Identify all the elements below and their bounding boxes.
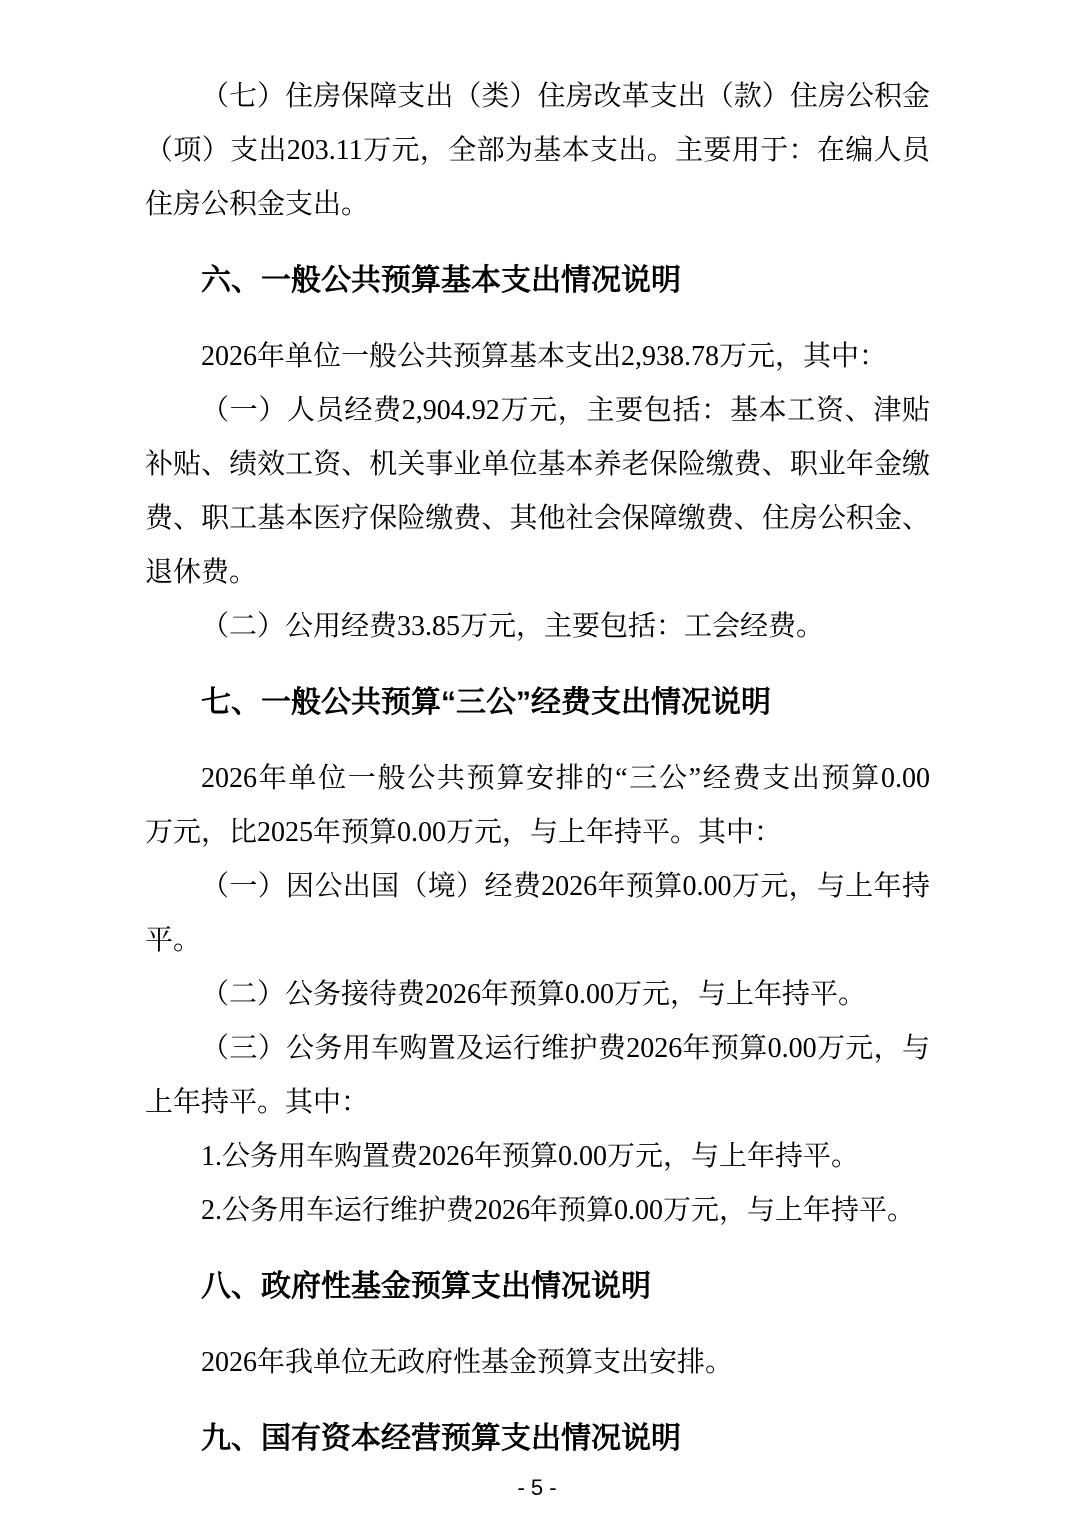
- text-line: 费、职工基本医疗保险缴费、其他社会保障缴费、住房公积金、: [145, 503, 930, 534]
- section-heading-9: 九、国有资本经营预算支出情况说明: [201, 1422, 681, 1455]
- text-line: 2026年我单位无政府性基金预算支出安排。: [201, 1347, 734, 1378]
- text-line: 退休费。: [145, 557, 258, 588]
- section-heading-7: 七、一般公共预算“三公”经费支出情况说明: [201, 686, 771, 719]
- text-line: 2.公务用车运行维护费2026年预算0.00万元，与上年持平。: [201, 1195, 916, 1226]
- text-line: （二）公用经费33.85万元，主要包括：工会经费。: [201, 611, 825, 642]
- page-number: - 5 -: [517, 1475, 557, 1500]
- text-line: （一）因公出国（境）经费2026年预算0.00万元，与上年持: [201, 871, 930, 902]
- text-line: 1.公务用车购置费2026年预算0.00万元，与上年持平。: [201, 1141, 860, 1172]
- text-line: 补贴、绩效工资、机关事业单位基本养老保险缴费、职业年金缴: [145, 449, 930, 480]
- section-heading-6: 六、一般公共预算基本支出情况说明: [201, 264, 681, 297]
- text-line: 万元，比2025年预算0.00万元，与上年持平。其中：: [145, 817, 783, 848]
- text-line: 2026年单位一般公共预算安排的“三公”经费支出预算0.00: [201, 763, 930, 794]
- text-line: 2026年单位一般公共预算基本支出2,938.78万元，其中：: [201, 341, 888, 372]
- text-line: 住房公积金支出。: [145, 189, 370, 220]
- text-line: 平。: [145, 925, 202, 956]
- text-line: （项）支出203.11万元，全部为基本支出。主要用于：在编人员: [145, 135, 930, 166]
- text-line: 上年持平。其中：: [145, 1087, 370, 1118]
- text-line: （三）公务用车购置及运行维护费2026年预算0.00万元，与: [201, 1033, 930, 1064]
- document-body: [145, 70, 930, 1488]
- text-line: （一）人员经费2,904.92万元，主要包括：基本工资、津贴: [201, 395, 930, 426]
- text-line: （七）住房保障支出（类）住房改革支出（款）住房公积金: [201, 81, 930, 112]
- section-heading-8: 八、政府性基金预算支出情况说明: [201, 1270, 651, 1303]
- text-line: （二）公务接待费2026年预算0.00万元，与上年持平。: [201, 979, 867, 1010]
